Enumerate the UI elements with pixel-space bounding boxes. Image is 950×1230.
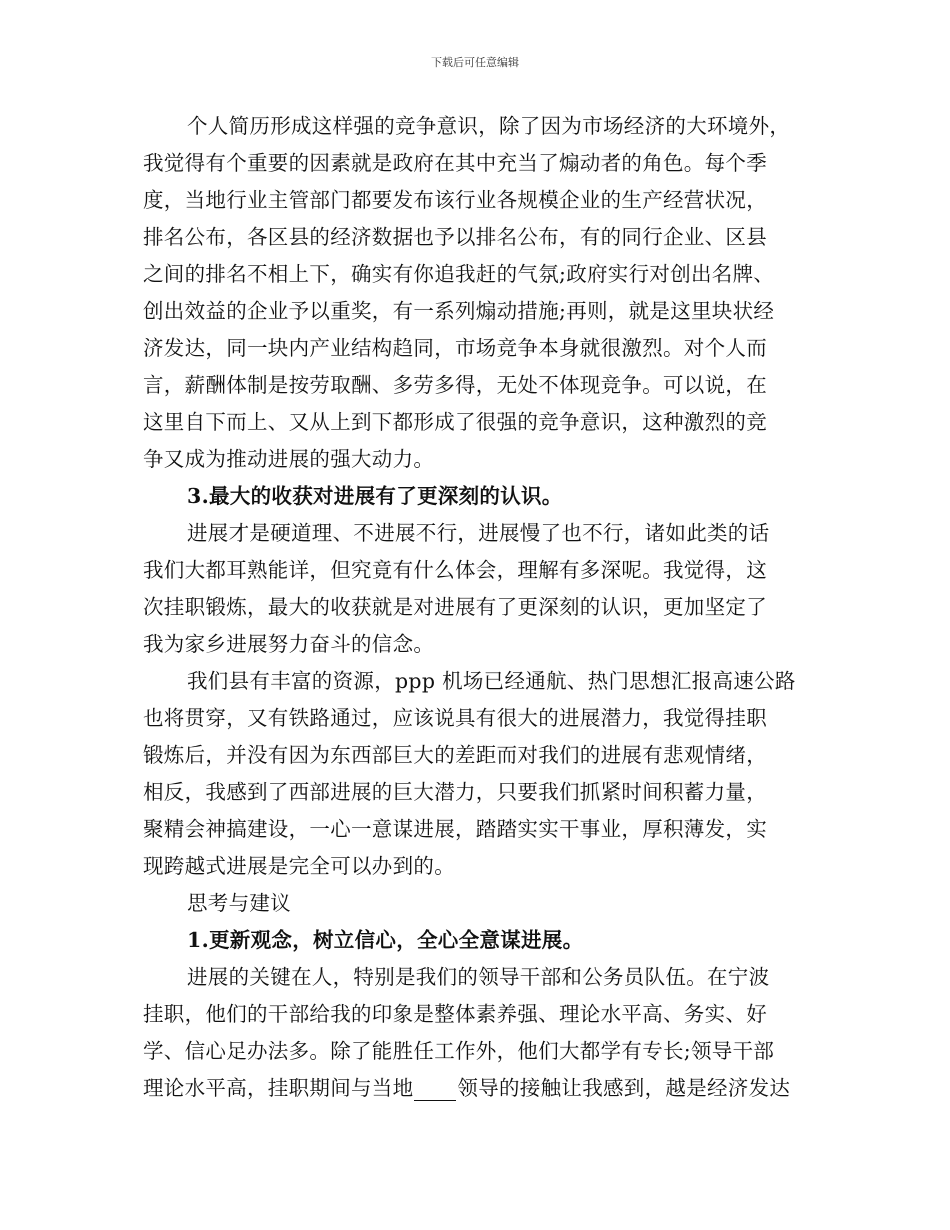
paragraph-line: 锻炼后，并没有因为东西部巨大的差距而对我们的进展有悲观情绪， bbox=[143, 743, 767, 767]
paragraph-line: 进展的关键在人，特别是我们的领导干部和公务员队伍。在宁波 bbox=[187, 965, 770, 989]
paragraph-line: 我们大都耳熟能详，但究竟有什么体会，理解有多深呢。我觉得，这 bbox=[143, 558, 767, 582]
paragraph-line: 聚精会神搞建设，一心一意谋进展，踏踏实实干事业，厚积薄发，实 bbox=[143, 817, 767, 841]
paragraph-line: 进展才是硬道理、不进展不行，进展慢了也不行，诸如此类的话 bbox=[187, 521, 770, 545]
paragraph-line: 也将贯穿，又有铁路通过，应该说具有很大的进展潜力，我觉得挂职 bbox=[143, 706, 767, 730]
paragraph-line: 挂职，他们的干部给我的印象是整体素养强、理论水平高、务实、好 bbox=[143, 1002, 767, 1026]
paragraph-line: 这里自下而上、又从上到下都形成了很强的竞争意识，这种激烈的竞 bbox=[143, 410, 767, 434]
fill-in-blank bbox=[414, 1078, 456, 1101]
page-header: 下载后可任意编辑 bbox=[431, 56, 519, 69]
paragraph-line: 相反，我感到了西部进展的巨大潜力，只要我们抓紧时间积蓄力量， bbox=[143, 780, 767, 804]
paragraph-line: 次挂职锻炼，最大的收获就是对进展有了更深刻的认识，更加坚定了 bbox=[143, 595, 767, 619]
section-heading: 3.最大的收获对进展有了更深刻的认识。 bbox=[187, 484, 563, 508]
paragraph-line: 排名公布，各区县的经济数据也予以排名公布，有的同行企业、区县 bbox=[143, 225, 767, 249]
paragraph-line: 我为家乡进展努力奋斗的信念。 bbox=[143, 632, 435, 656]
paragraph-line: 度，当地行业主管部门都要发布该行业各规模企业的生产经营状况， bbox=[143, 188, 767, 212]
paragraph-line: 争又成为推动进展的强大动力。 bbox=[143, 447, 435, 471]
section-subheading: 思考与建议 bbox=[187, 891, 291, 915]
text-before-blank: 理论水平高，挂职期间与当地 bbox=[143, 1076, 414, 1100]
paragraph-line: 济发达，同一块内产业结构趋同，市场竞争本身就很激烈。对个人而 bbox=[143, 336, 767, 360]
paragraph-line: 现跨越式进展是完全可以办到的。 bbox=[143, 854, 455, 878]
paragraph-line: 言，薪酬体制是按劳取酬、多劳多得，无处不体现竞争。可以说，在 bbox=[143, 373, 767, 397]
paragraph-line: 之间的排名不相上下，确实有你追我赶的气氛;政府实行对创出名牌、 bbox=[143, 262, 775, 286]
paragraph-line: 学、信心足办法多。除了能胜任工作外，他们大都学有专长;领导干部 bbox=[143, 1039, 775, 1063]
section-heading: 1.更新观念，树立信心，全心全意谋进展。 bbox=[187, 928, 584, 952]
paragraph-line: 我觉得有个重要的因素就是政府在其中充当了煽动者的角色。每个季 bbox=[143, 151, 767, 175]
document-body bbox=[143, 108, 815, 1107]
paragraph-line: 创出效益的企业予以重奖，有一系列煽动措施;再则，就是这里块状经 bbox=[143, 299, 775, 323]
paragraph-line-with-blank bbox=[143, 1070, 815, 1107]
paragraph-line: 个人简历形成这样强的竞争意识，除了因为市场经济的大环境外， bbox=[187, 114, 791, 138]
paragraph-line: 我们县有丰富的资源，ppp 机场已经通航、热门思想汇报高速公路 bbox=[187, 669, 796, 693]
text-after-blank: 领导的接触让我感到，越是经济发达 bbox=[457, 1076, 791, 1100]
